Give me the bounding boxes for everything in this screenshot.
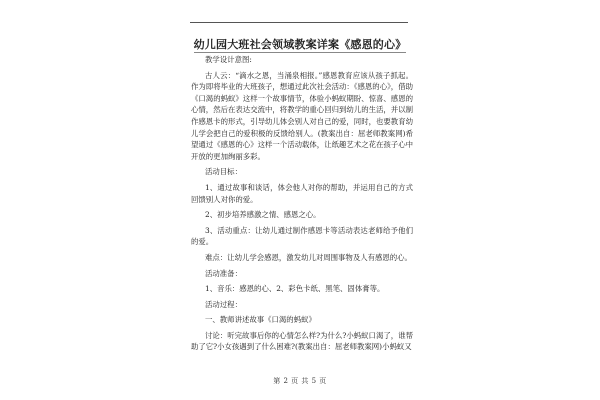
paragraph: 2、初步培养感激之情、感恩之心。 [205, 210, 321, 220]
paragraph: 活动过程： [205, 299, 242, 309]
header-rule [190, 22, 408, 23]
paragraph: 难点：让幼儿学会感恩，激发幼儿对周围事物及人有感恩的心。 [205, 252, 412, 262]
paragraph: 讨论：听完故事后你的心情怎么样?为什么?小蚂蚁口渴了，谁帮助了它?小女孩遇到了什么困难?(教案出自：屈老师教案网)小蚂蚁又 [191, 330, 413, 352]
paragraph: 教学设计意图: [205, 55, 252, 64]
paragraph: 3、活动重点：让幼儿通过制作感恩卡等活动表达老师给予他们的爱。 [191, 225, 413, 247]
paragraph: 一、教师讲述故事《口渴的蚂蚁》 [205, 315, 316, 325]
paragraph: 古人云：“滴水之恩，当涌泉相报。”感恩教育应该从孩子抓起。作为即将毕业的大班孩子，想通过此次社会活动：《感恩的心》，借助《口渴的蚂蚁》这样一个故事情节，体验小蚂蚁期盼、惊喜、感恩的心情，然后在表达交流中，将教学的重心回归到幼儿的生活，并以制作感恩卡的形式，引导幼儿体会别人对自己的爱，同时，也要教育幼儿学会把自己的爱积极的反馈给别人。(教案出自：屈老师教案网)希望通过《感恩的心》这样一个活动载体，让纸趣艺术之花在孩子心中开放的更加绚丽多彩。 [191, 70, 413, 161]
document-title [0, 36, 600, 52]
page-footer: 第 2 页 共 5 页 [273, 377, 327, 385]
paragraph: 活动准备： [205, 268, 242, 278]
paragraph: 活动目标： [205, 167, 242, 177]
paragraph: 1、通过故事和谈话，体会他人对你的帮助，并运用自己的方式回馈别人对你的爱。 [191, 182, 413, 204]
paragraph: 1、音乐：感恩的心、2、彩色卡纸、黑笔、固体膏等。 [205, 284, 385, 294]
document-title-text: 幼儿园大班社会领域教案详案《感恩的心》 [193, 38, 407, 51]
document-body [191, 54, 413, 357]
